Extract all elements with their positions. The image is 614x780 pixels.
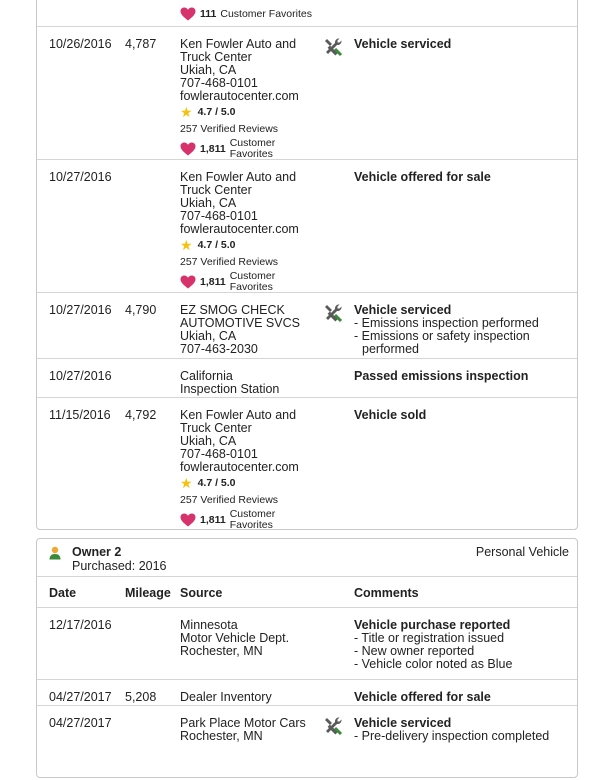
comment-title: Passed emissions inspection (354, 369, 529, 383)
row-source (180, 409, 330, 531)
favorites-count: 1,811 (200, 513, 226, 526)
favorites-count: 1,811 (200, 275, 226, 288)
comment-title: Vehicle serviced (354, 303, 452, 317)
rating (180, 106, 330, 119)
owner-person-icon (49, 546, 61, 560)
heart-icon (180, 513, 196, 527)
row-date: 12/17/2016 (49, 618, 112, 632)
history-row-partial (37, 0, 577, 26)
source-line: Ukiah, CA (180, 329, 237, 343)
row-mileage: 4,787 (125, 37, 157, 51)
header-comments: Comments (354, 586, 419, 600)
customer-favorites (180, 271, 330, 293)
row-comments (354, 38, 574, 51)
wrench-icon (322, 302, 344, 324)
source-line: 707-468-0101 (180, 209, 258, 223)
history-row (37, 679, 577, 706)
source-line: Dealer Inventory (180, 690, 272, 704)
row-mileage: 4,792 (125, 408, 157, 422)
verified-reviews[interactable]: 257 Verified Reviews (180, 256, 279, 268)
source-line: Truck Center (180, 421, 252, 435)
owner-title: Owner 2 (72, 545, 122, 559)
customer-favorites (180, 138, 330, 160)
star-icon: ★ (180, 237, 193, 253)
comment-title: Vehicle offered for sale (354, 170, 491, 184)
comment-detail: - Title or registration issued (354, 631, 505, 645)
row-date: 04/27/2017 (49, 690, 112, 704)
row-comments (354, 370, 574, 383)
table-header (37, 576, 577, 608)
row-comments (354, 717, 574, 743)
history-row (37, 292, 577, 359)
source-line: Ukiah, CA (180, 196, 237, 210)
row-mileage: 4,790 (125, 303, 157, 317)
history-row (37, 26, 577, 160)
row-date: 04/27/2017 (49, 716, 112, 730)
row-date: 10/27/2016 (49, 303, 112, 317)
customer-favorites (180, 509, 330, 531)
row-source (180, 304, 330, 356)
row-source (180, 171, 330, 293)
favorites-count: 1,811 (200, 142, 226, 155)
source-line[interactable]: fowlerautocenter.com (180, 222, 299, 236)
history-row (37, 607, 577, 680)
row-date: 10/27/2016 (49, 170, 112, 184)
row-comments (354, 691, 574, 704)
source-line[interactable]: fowlerautocenter.com (180, 89, 299, 103)
favorites-label: Customer Favorites (229, 508, 276, 531)
owner1-history-card (36, 0, 578, 530)
comment-title: Vehicle sold (354, 408, 427, 422)
comment-title: Vehicle offered for sale (354, 690, 491, 704)
source-line: Rochester, MN (180, 644, 263, 658)
favorites-label: Customer Favorites (229, 270, 276, 293)
row-comments (354, 304, 574, 356)
comment-detail: - Emissions inspection performed (354, 316, 539, 330)
row-source (180, 619, 330, 658)
row-source (180, 691, 330, 704)
star-icon: ★ (180, 475, 193, 491)
owner2-history-card (36, 538, 578, 778)
row-source (180, 38, 330, 160)
source-line: Truck Center (180, 183, 252, 197)
owner-purchased: Purchased: 2016 (72, 559, 167, 573)
source-line[interactable]: fowlerautocenter.com (180, 460, 299, 474)
source-line: 707-468-0101 (180, 447, 258, 461)
favorites-count: 111 (200, 7, 217, 20)
comment-detail: - Vehicle color noted as Blue (354, 657, 513, 671)
rating (180, 239, 330, 252)
source-line: Ken Fowler Auto and (180, 37, 297, 51)
row-source (180, 370, 330, 396)
heart-icon (180, 7, 196, 21)
rating-score: 4.7 / 5.0 (197, 239, 236, 251)
verified-reviews[interactable]: 257 Verified Reviews (180, 494, 279, 506)
history-row (37, 358, 577, 398)
star-icon: ★ (180, 104, 193, 120)
source-line: 707-463-2030 (180, 342, 258, 356)
source-line: Rochester, MN (180, 729, 263, 743)
row-source (180, 717, 330, 743)
source-line: Ken Fowler Auto and (180, 170, 297, 184)
rating-score: 4.7 / 5.0 (197, 477, 236, 489)
favorites-label: Customer Favorites (229, 137, 276, 160)
source-line: Motor Vehicle Dept. (180, 631, 290, 645)
rating (180, 477, 330, 490)
source-line: EZ SMOG CHECK (180, 303, 285, 317)
source-line: Inspection Station (180, 382, 280, 396)
heart-icon (180, 275, 196, 289)
comment-detail: - New owner reported (354, 644, 475, 658)
row-comments (354, 619, 574, 671)
source-line: Ukiah, CA (180, 63, 237, 77)
wrench-icon (322, 715, 344, 737)
source-line: Ukiah, CA (180, 434, 237, 448)
row-mileage: 5,208 (125, 690, 157, 704)
comment-detail: - Pre-delivery inspection completed (354, 729, 550, 743)
comment-title: Vehicle serviced (354, 716, 452, 730)
row-date: 10/27/2016 (49, 369, 112, 383)
owner2-header (37, 539, 577, 576)
wrench-icon (322, 36, 344, 58)
owner-vehicle-type: Personal Vehicle (475, 545, 569, 559)
row-date: 11/15/2016 (49, 408, 111, 422)
source-line: 707-468-0101 (180, 76, 258, 90)
source-line: California (180, 369, 233, 383)
source-line: AUTOMOTIVE SVCS (180, 316, 300, 330)
row-comments (354, 171, 574, 184)
verified-reviews[interactable]: 257 Verified Reviews (180, 123, 279, 135)
rating-score: 4.7 / 5.0 (197, 106, 236, 118)
header-source: Source (180, 586, 223, 600)
header-date: Date (49, 586, 77, 600)
source-line: Park Place Motor Cars (180, 716, 306, 730)
history-row (37, 397, 577, 532)
comment-title: Vehicle purchase reported (354, 618, 511, 632)
source-line: Minnesota (180, 618, 238, 632)
history-row (37, 159, 577, 293)
comment-detail: - Emissions or safety inspection performed (354, 329, 530, 356)
row-comments (354, 409, 574, 422)
source-line: Ken Fowler Auto and (180, 408, 297, 422)
source-line: Truck Center (180, 50, 252, 64)
header-mileage: Mileage (125, 586, 171, 600)
favorites-label: Customer Favorites (220, 7, 312, 20)
history-row (37, 705, 577, 780)
heart-icon (180, 142, 196, 156)
row-date: 10/26/2016 (49, 37, 112, 51)
comment-title: Vehicle serviced (354, 37, 452, 51)
